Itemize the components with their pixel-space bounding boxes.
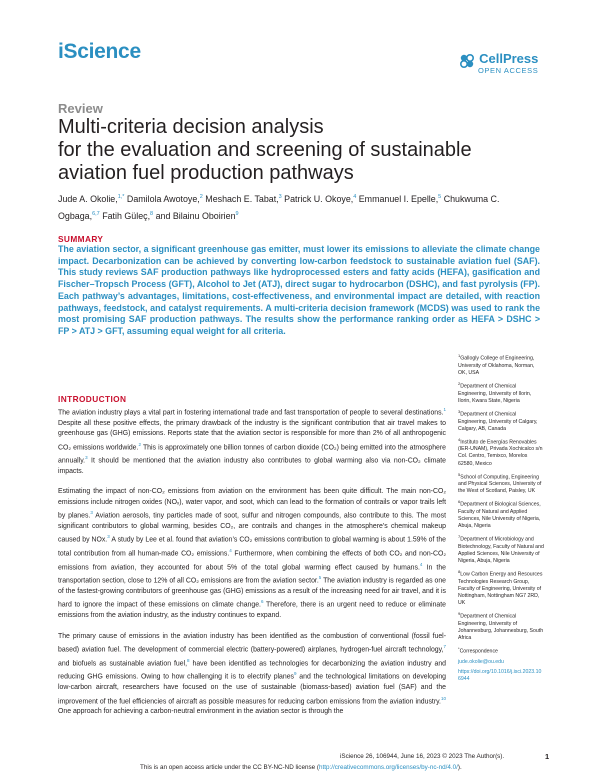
reference-marker[interactable]: 2 xyxy=(138,441,141,447)
title-line: aviation fuel production pathways xyxy=(58,162,354,184)
author-name: Patrick U. Okoye, xyxy=(284,193,354,204)
author-affiliation-marker[interactable]: 6,7 xyxy=(92,210,100,217)
page-number: 1 xyxy=(545,752,550,761)
affiliation-number: * xyxy=(458,646,460,652)
license-notice xyxy=(140,764,462,771)
introduction-body xyxy=(58,405,446,728)
reference-marker[interactable]: 3 xyxy=(85,455,88,461)
affiliation-number: 1 xyxy=(458,353,461,358)
affiliation-item xyxy=(458,471,544,496)
author-name: Damilola Awotoye, xyxy=(126,193,200,204)
affiliation-number: 9 xyxy=(458,611,461,617)
author-affiliation-marker[interactable]: 5 xyxy=(438,194,442,200)
author-affiliation-marker[interactable]: 9 xyxy=(235,210,239,217)
article-type: Review xyxy=(58,101,103,116)
introduction-paragraph: The primary cause of emissions in the aviation industry has been identified as the combustion of conventional (fossil fuel-based) aviation fuel. The development of commercial electric (battery-powered) airplanes, hydrogen-fuel aircraft technology,$^7$ and biofuels as sustainable aviation fuel,$^8$ have been identified as technologies for decarbonizing the aviation industry and reducing GHG emissions. Owing to how challenging it is to electrify planes$^9$ and the technological limitations on developing low-carbon aircraft, researchers have focused on the use of sustainable (biomass-based) aviation fuel (SAF) and the improvement of the fuel efficiencies of aircraft as possible measures for reducing carbon emissions from the aviation industry.$^{10}$ One approach for achieving a carbon-neutral environment in the aviation sector is through the xyxy=(58,632,447,716)
affiliation-link[interactable] xyxy=(458,669,544,683)
affiliation-number: 2 xyxy=(458,380,461,386)
author-name: Jude A. Okolie, xyxy=(58,193,118,204)
author-affiliation-marker[interactable]: 4 xyxy=(353,194,357,200)
affiliation-item xyxy=(458,498,544,530)
author-affiliation-marker[interactable]: 8 xyxy=(150,210,154,217)
affiliation-item xyxy=(458,568,544,607)
reference-marker[interactable]: 5 xyxy=(318,575,322,581)
footer-citation: iScience 26, 106944, June 16, 2023 © 2023 The Author(s). xyxy=(340,753,505,760)
author-name: Emmanuel I. Epelle, xyxy=(358,193,439,204)
affiliation-text: School of Computing, Engineering and Physical Sciences, University of the West of Scotland, Paisley, UK xyxy=(458,474,542,495)
author-list xyxy=(58,190,538,224)
author-affiliation-marker[interactable]: 2 xyxy=(199,194,203,200)
reference-marker[interactable]: 3 xyxy=(90,510,93,516)
affiliation-text[interactable]: jude.okolie@ou.edu xyxy=(458,658,504,665)
affiliation-number: 8 xyxy=(458,569,461,575)
author-affiliation-marker[interactable]: 3 xyxy=(278,194,282,200)
affiliation-text[interactable]: https://doi.org/10.1016/j.isci.2023.106944 xyxy=(458,668,542,683)
open-access-label: OPEN ACCESS xyxy=(478,66,539,75)
affiliation-item xyxy=(458,533,544,565)
affiliation-text: Low Carbon Energy and Resources Technologies Research Group, Faculty of Engineering, University of Nottingham, Nottingham NG7 2RD, UK xyxy=(458,572,543,607)
affiliation-link[interactable] xyxy=(458,659,544,666)
affiliation-text: Department of Chemical Engineering, University of Johannesburg, Johannesburg, South Africa xyxy=(458,613,544,642)
affiliations xyxy=(458,352,544,686)
affiliation-text: Department of Biological Sciences, Faculty of Natural and Applied Sciences, Nile University of Nigeria, Abuja, Nigeria xyxy=(458,502,541,530)
reference-marker[interactable]: 9 xyxy=(294,671,297,677)
article-title xyxy=(58,116,528,185)
affiliation-number: 6 xyxy=(458,499,461,505)
affiliation-number: 5 xyxy=(458,471,461,477)
affiliation-number: 4 xyxy=(458,436,461,442)
affiliation-number: 3 xyxy=(458,408,461,414)
title-line: for the evaluation and screening of sustainable xyxy=(58,139,472,161)
affiliation-text: Department of Chemical Engineering, University of Calgary, Calgary, AB, Canada xyxy=(458,411,538,432)
reference-marker[interactable]: 4 xyxy=(419,561,423,567)
license-link[interactable]: http://creativecommons.org/licenses/by-nc-nd/4.0/ xyxy=(318,764,458,771)
author-name: and Bilainu Oboirien xyxy=(155,210,236,221)
cellpress-icon xyxy=(459,53,475,69)
affiliation-text: Correspondence xyxy=(459,648,498,655)
publisher-name: CellPress xyxy=(479,51,539,66)
affiliation-item xyxy=(458,436,544,468)
affiliation-text: Department of Microbiology and Biotechnology, Faculty of Natural and Applied Sciences, Nile University of Nigeria, Abuja, Nigeria xyxy=(458,537,544,565)
affiliation-item xyxy=(458,408,544,433)
author-name: Chukwuma C. Ogbaga, xyxy=(58,193,500,221)
reference-marker[interactable]: 3 xyxy=(107,534,110,540)
reference-marker[interactable]: 10 xyxy=(440,695,446,701)
publisher-logo[interactable] xyxy=(459,52,538,76)
affiliation-item xyxy=(458,352,544,377)
affiliation-text: Instituto de Energías Renovables (IER-UNAM), Privada Xochicalco s/n Col. Centro, Temixco, Morelos 62580, Mexico xyxy=(458,439,543,467)
license-text: This is an open access article under the CC BY-NC-ND license ( xyxy=(140,764,319,771)
introduction-paragraph: The aviation industry plays a vital part in fostering international trade and fast transportation of people to several destinations.$^1$ Despite all these positive effects, the primary drawback of the industry is the significant contribution that air travel makes to greenhouse gas (GHG) emissions. Reports state that the aviation sector is responsible for more than 2% of all anthropogenic CO₂ emissions worldwide.$^2$ This is approximately one billion tonnes of carbon dioxide (CO₂) being emitted into the atmosphere annually.$^3$ It should be mentioned that the aviation industry also contributes to global warming also via non-CO₂ climate impacts. xyxy=(58,407,447,475)
author-name: Fatih Güleç, xyxy=(102,210,151,221)
journal-name: iScience xyxy=(58,40,141,63)
reference-marker[interactable]: 4 xyxy=(229,547,232,553)
affiliation-item xyxy=(458,610,544,642)
reference-marker[interactable]: 1 xyxy=(443,407,446,412)
introduction-paragraph: Estimating the impact of non-CO₂ emissions from aviation on the environment has been quite difficult. The main non-CO₂ emissions include nitrogen oxides (NOₓ), water vapor, and soot, which can lead to the formation of contrails or vapor trails left by planes.$^3$ Aviation aerosols, tiny particles made of soot, sulfur and nitrogen compounds, also contribute to this. The most significant contributors to global warming, besides CO₂, are contrails and changes in the atmosphere’s chemical makeup caused by NOx.$^3$ A study by Lee et al. found that aviation’s CO₂ emissions contribution to global warming is about 1.59% of the total contribution from all human-made CO₂ emissions.$^4$ Furthermore, when combining the effects of both CO₂ and non-CO₂ emissions from aviation, they accounted for about 5% of the total global warming effect caused by humans.$^4$ In the transportation section, close to 12% of all CO₂ emissions are from the aviation sector.$^5$ The aviation industry is regarded as one of the fastest-growing contributors of greenhouse gas (GHG) emissions as a result of the increasing need for air travel, and it is hard to ignore the impact of these emissions on climate change.$^6$ Therefore, there is an urgent need to reduce or eliminate emissions from the aviation industry, as the industry continues to expand. xyxy=(58,488,447,620)
author-name: Meshach E. Tabat, xyxy=(205,193,279,204)
introduction-heading: INTRODUCTION xyxy=(58,394,127,404)
affiliation-text: Department of Chemical Engineering, University of Ilorin, Ilorin, Kwara State, Nigeria xyxy=(458,383,532,404)
author-affiliation-marker[interactable]: 1,* xyxy=(117,194,125,200)
title-line: Multi-criteria decision analysis xyxy=(58,116,324,138)
summary-text: The aviation sector, a significant greenhouse gas emitter, must lower its emissions to alleviate the climate change impact. Decarbonization can be achieved by converting low-carbon feedstock to sustainable aviation fuel (SAF). This study reviews SAF production pathways like hydroprocessed esters and fatty acids (HEFA), gasification and Fischer–Tropsch Process (GFT), Alcohol to Jet (ATJ), direct sugar to hydrocarbon (DSHC), and fast pyrolysis (FP). Each pathway’s advantages, limitations, cost-effectiveness, and environmental impact are detailed, with reaction pathways, feedstock, and catalyst requirements. A multi-criteria decision framework (MCDS) was used to rank the most promising SAF production pathways. The results show the performance ranking order as HEFA > DSHC > FP > ATJ > GFT, assuming equal weight for all criteria. xyxy=(58,244,540,336)
affiliation-number: 7 xyxy=(458,534,461,540)
reference-marker[interactable]: 8 xyxy=(187,657,190,663)
license-end: ). xyxy=(457,764,462,771)
affiliation-item xyxy=(458,380,544,405)
reference-marker[interactable]: 6 xyxy=(260,599,264,605)
affiliation-item xyxy=(458,645,544,656)
reference-marker[interactable]: 7 xyxy=(443,643,446,649)
summary-heading: SUMMARY xyxy=(58,234,104,244)
affiliation-text: Gallogly College of Engineering, University of Oklahoma, Norman, OK, USA xyxy=(458,355,535,376)
